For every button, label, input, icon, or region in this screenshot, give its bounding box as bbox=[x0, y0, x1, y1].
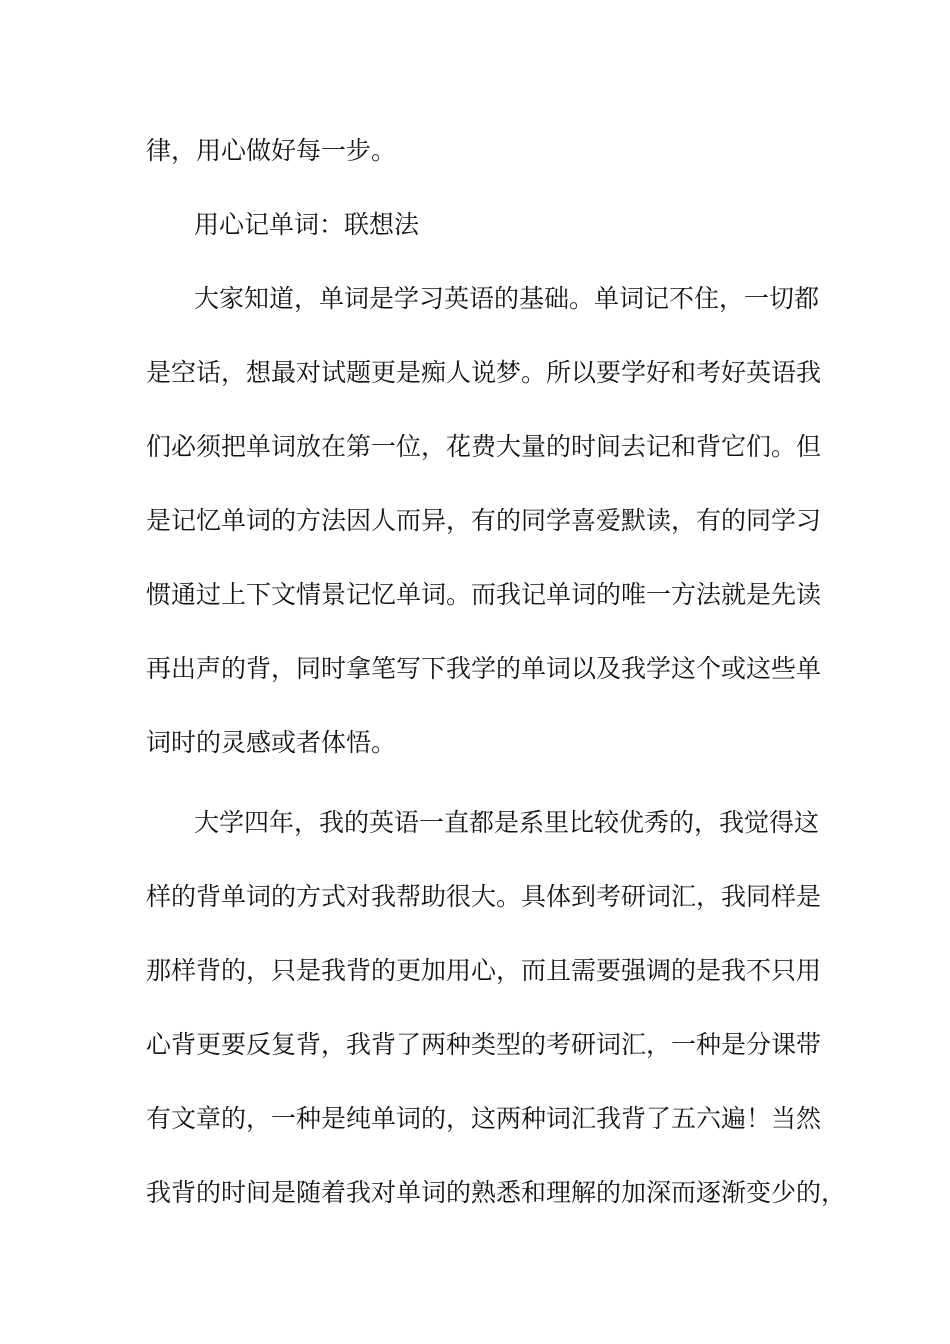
section-heading: 用心记单词：联想法 bbox=[194, 210, 420, 239]
paragraph-line: 心背更要反复背，我背了两种类型的考研词汇，一种是分课带 bbox=[146, 1030, 822, 1059]
paragraph-line: 们必须把单词放在第一位，花费大量的时间去记和背它们。但 bbox=[146, 432, 822, 461]
paragraph-line: 样的背单词的方式对我帮助很大。具体到考研词汇，我同样是 bbox=[146, 882, 822, 911]
text-line: 律，用心做好每一步。 bbox=[146, 136, 397, 165]
paragraph-line: 有文章的，一种是纯单词的，这两种词汇我背了五六遍！当然 bbox=[146, 1104, 822, 1133]
paragraph-line: 再出声的背，同时拿笔写下我学的单词以及我学这个或这些单 bbox=[146, 654, 822, 683]
paragraph-line: 大学四年，我的英语一直都是系里比较优秀的，我觉得这 bbox=[194, 808, 820, 837]
paragraph-line: 那样背的，只是我背的更加用心，而且需要强调的是我不只用 bbox=[146, 956, 822, 985]
paragraph-line: 大家知道，单词是学习英语的基础。单词记不住，一切都 bbox=[194, 284, 820, 313]
paragraph-line: 惯通过上下文情景记忆单词。而我记单词的唯一方法就是先读 bbox=[146, 580, 822, 609]
paragraph-line: 是空话，想最对试题更是痴人说梦。所以要学好和考好英语我 bbox=[146, 358, 822, 387]
paragraph-line: 我背的时间是随着我对单词的熟悉和理解的加深而逐渐变少的， bbox=[146, 1178, 847, 1207]
paragraph-line: 词时的灵感或者体悟。 bbox=[146, 728, 397, 757]
paragraph-line: 是记忆单词的方法因人而异，有的同学喜爱默读，有的同学习 bbox=[146, 506, 822, 535]
